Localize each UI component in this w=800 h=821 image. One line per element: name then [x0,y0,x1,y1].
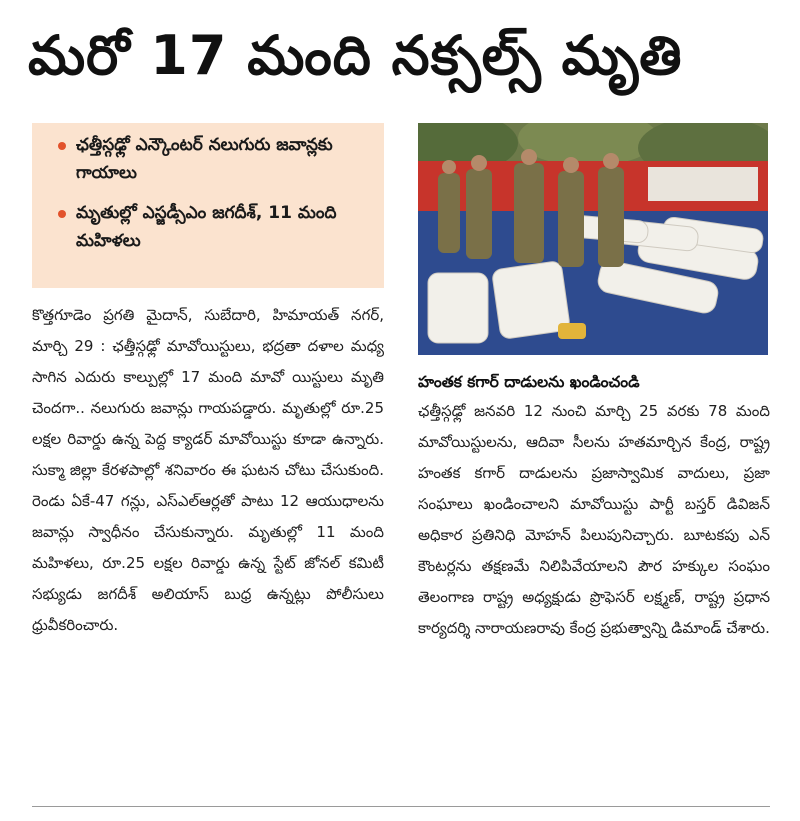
highlight-item [50,199,376,255]
bottom-divider [32,806,770,807]
bullet-icon [58,142,66,150]
news-photo-illustration [418,123,768,355]
headline: మరో 17 మంది నక్సల్స్ మృతి [28,24,683,87]
bullet-icon [58,210,66,218]
highlight-text: ఛత్తీస్గఢ్లో ఎన్కౌంటర్ నలుగురు జవాన్లకు గాయాలు [76,135,333,183]
article-body-right: ఛత్తీస్గఢ్లో జనవరి 12 నుంచి మార్చి 25 వరకు 78 మంది మావోయిస్టులను, ఆదివా సీలను హతమార్చిన కేంద్ర, రాష్ట్ర హంతక కగార్ దాడులను ప్రజాస్వామిక వాదులు, ప్రజా సంఘాలు ఖండించాలని మావోయిస్టు పార్టీ బస్తర్ డివిజన్ అధికార ప్రతినిధి మోహన్ పిలుపునిచ్చారు. బూటకపు ఎన్ కౌంటర్లను తక్షణమే నిలిపివేయాలని పౌర హక్కుల సంఘం తెలంగాణ రాష్ట్ర అధ్యక్షుడు ప్రొఫెసర్ లక్ష్మణ్, రాష్ట్ర ప్రధాన కార్యదర్శి నారాయణరావు కేంద్ర ప్రభుత్వాన్ని డిమాండ్ చేశారు. [418,402,770,637]
sub-headline: హంతక కగార్ దాడులను ఖండించండి [418,373,640,391]
highlight-text: మృతుల్లో ఎస్జడ్సీఎం జగదీశ్, 11 మంది మహిళలు [76,203,337,251]
article-body-left: కొత్తగూడెం ప్రగతి మైదాన్, సుబేదారి, హిమాయత్ నగర్, మార్చి 29 : ఛత్తీస్గఢ్లో మావోయిస్టులు, భద్రతా దళాల మధ్య సాగిన ఎదురు కాల్పుల్లో 17 మంది మావో యిస్టులు మృతి చెందగా.. నలుగురు జవాన్లు గాయపడ్డారు. మృతుల్లో రూ.25 లక్షల రివార్డు ఉన్న పెద్ద క్యాడర్ మావోయిస్టు కూడా ఉన్నారు. సుక్మా జిల్లా కేరళపాల్లో శనివారం ఈ ఘటన చోటు చేసుకుంది. రెండు ఏకే-47 గన్లు, ఎస్ఎల్ఆర్లతో పాటు 12 ఆయుధాలను జవాన్లు స్వాధీనం చేసుకున్నారు. మృతుల్లో 11 మంది మహిళలు, రూ.25 లక్షల రివార్డు ఉన్న స్టేట్ జోనల్ కమిటీ సభ్యుడు జగదీశ్ అలియాస్ బుధ్ర ఉన్నట్లు పోలీసులు ధ్రువీకరించారు. [32,306,384,634]
highlights-box [32,123,384,288]
highlight-item [50,131,376,187]
news-photo [418,123,768,355]
